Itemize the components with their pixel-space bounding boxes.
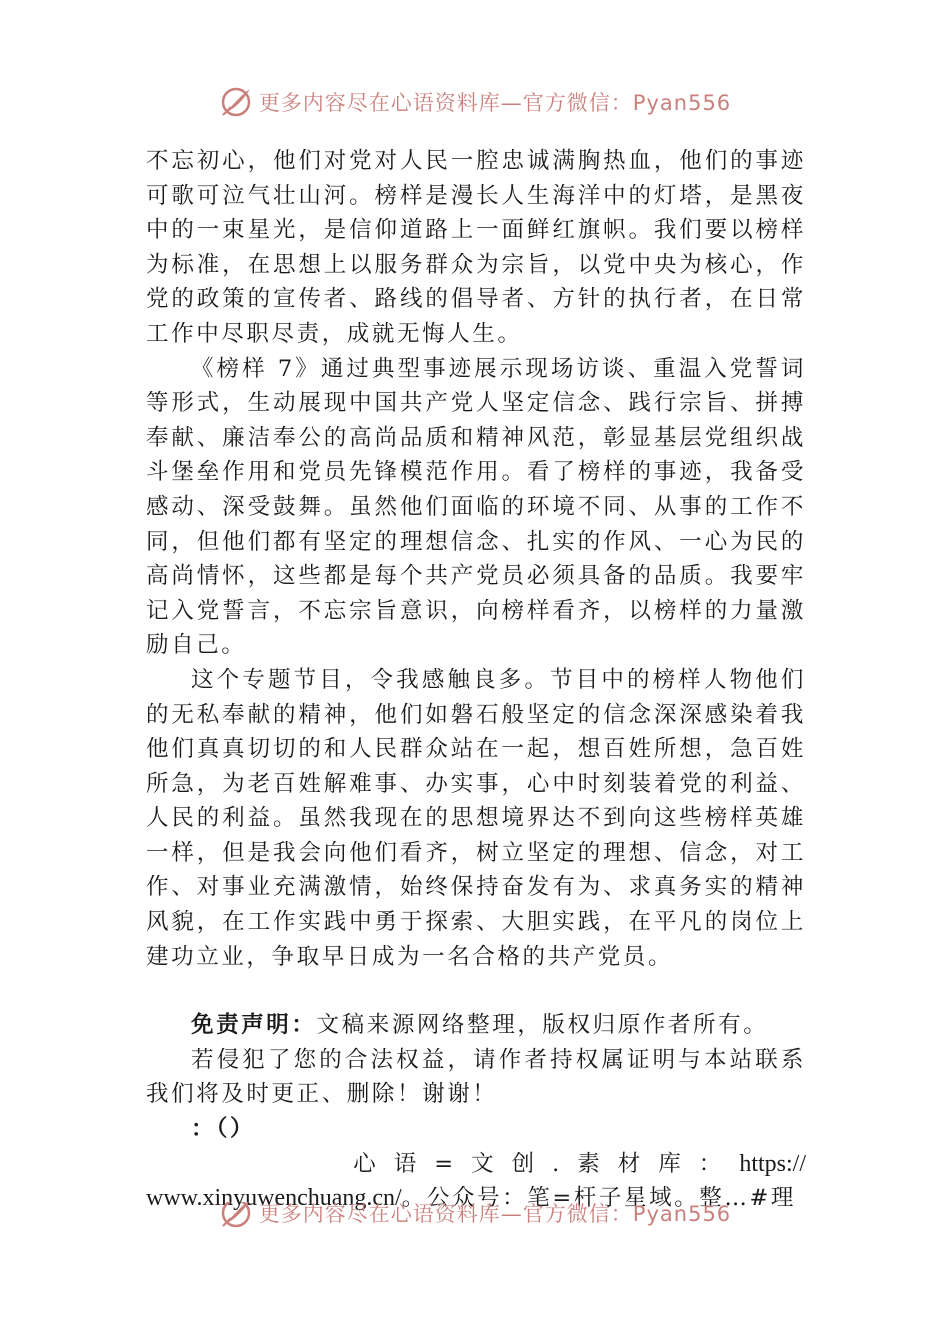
source-reference — [146, 1147, 806, 1182]
source-url-start: https:// — [739, 1150, 806, 1177]
quill-logo-icon — [219, 85, 253, 119]
footer-banner — [0, 1202, 950, 1232]
disclaimer-text: 文稿来源网络整理，版权归原作者所有。 — [316, 1012, 769, 1039]
disclaimer-label: 免责声明： — [191, 1012, 317, 1039]
source-prefix: 心语=文创.素材库： — [353, 1150, 740, 1177]
source-suffix: 。公众号：笔=杆子星域。整…#理 — [401, 1185, 797, 1212]
disclaimer-line-1 — [146, 1008, 806, 1043]
paragraph-3: 这个专题节目，令我感触良多。节目中的榜样人物他们的无私奉献的精神，他们如磐石般坚定的信念深深感染着我他们真真切切的和人民群众站在一起，想百姓所想，急百姓所急，为老百姓解难事、办实事，心中时刻装着党的利益、人民的利益。虽然我现在的思想境界达不到向这些榜样英雄一样，但是我会向他们看齐，树立坚定的理想、信念，对工作、对事业充满激情，始终保持奋发有为、求真务实的精神风貌，在工作实践中勇于探索、大胆实践，在平凡的岗位上建功立业，争取早日成为一名合格的共产党员。 — [146, 666, 806, 970]
paragraph-2: 《榜样 7》通过典型事迹展示现场访谈、重温入党誓词等形式，生动展现中国共产党人坚定信念、践行宗旨、拼搏奉献、廉洁奉公的高尚品质和精神风范，彰显基层党组织战斗堡垒作用和党员先锋模范作用。看了榜样的事迹，我备受感动、深受鼓舞。虽然他们面临的环境不同、从事的工作不同，但他们都有坚定的理想信念、扎实的作风、一心为民的高尚情怀，这些都是每个共产党员必须具备的品质。我要牢记入党誓言，不忘宗旨意识，向榜样看齐，以榜样的力量激励自己。 — [146, 355, 806, 659]
banner-text: 更多内容尽在心语资料库—官方微信：Pyan556 — [258, 91, 732, 115]
paragraph-1: 不忘初心，他们对党对人民一腔忠诚满胸热血，他们的事迹可歌可泣气壮山河。榜样是漫长人生海洋中的灯塔，是黑夜中的一束星光，是信仰道路上一面鲜红旗帜。我们要以榜样为标准，在思想上以服务群众为宗旨，以党中央为核心，作党的政策的宣传者、路线的倡导者、方针的执行者，在日常工作中尽职尽责，成就无悔人生。 — [146, 148, 806, 347]
source-url-end: www.xinyuwenchuang.cn/ — [146, 1185, 402, 1212]
disclaimer-line-3: ：（） — [191, 1116, 256, 1143]
banner-text: 更多内容尽在心语资料库—官方微信：Pyan556 — [258, 1202, 732, 1226]
disclaimer-line-2: 若侵犯了您的合法权益，请作者持权属证明与本站联系我们将及时更正、删除！谢谢！ — [146, 1046, 806, 1108]
quill-logo-icon — [219, 1202, 253, 1230]
document-body — [146, 144, 806, 1216]
header-banner — [0, 82, 950, 122]
